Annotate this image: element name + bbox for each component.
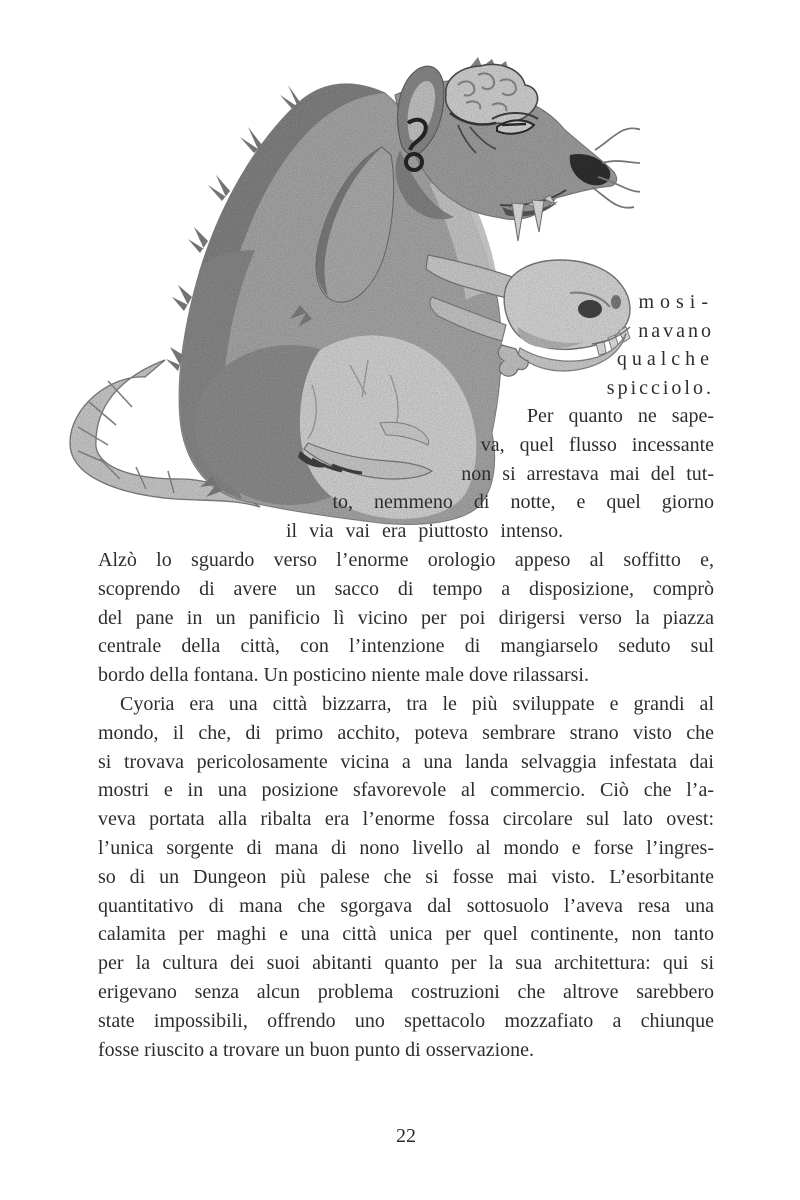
body-text [98,546,714,1064]
text-line: mostri e in una posizione sfavorevole al commercio. Ciò che l’a- [98,779,714,802]
text-line: to, nemmeno di notte, e quel giorno [332,491,714,513]
text-line: fosse riuscito a trovare un buon punto di osservazione. [98,1038,535,1061]
text-line: erigevano senza alcun problema costruzioni che altrove sarebbero [98,980,714,1003]
text-line: Cyoria era una città bizzarra, tra le più sviluppate e grandi al [120,692,714,715]
text-line: centrale della città, con l’intenzione di mangiarselo seduto sul [98,635,714,658]
wrapped-text-column [284,288,714,550]
text-line: non si arrestava mai del tut- [461,463,714,485]
text-line: mondo, il che, di primo acchito, poteva sembrare strano visto che [98,721,714,744]
paragraph [98,546,714,690]
text-line: quantitativo di mana che sgorgava dal sottosuolo l’aveva resa una [98,894,714,917]
exposed-brain [446,65,538,125]
page-number: 22 [396,1125,416,1147]
text-line: mosi- [638,291,714,313]
text-line: per la cultura dei suoi abitanti quanto per la sua architettura: qui si [98,952,714,975]
text-line: calamita per maghi e una città unica per quel continente, non tanto [98,923,714,946]
text-line: Per quanto ne sape- [526,405,714,427]
paragraph [98,690,714,1064]
text-line: veva portata alla ribalta era l’enorme fossa circolare sul lato ovest: [98,808,714,831]
text-line: so di un Dungeon più palese che si fosse mai visto. L’esorbitante [98,865,714,888]
text-line: bordo della fontana. Un posticino niente male dove rilassarsi. [98,664,589,687]
text-line: il via vai era piuttosto intenso. [286,520,564,542]
text-line: Alzò lo sguardo verso l’enorme orologio appeso al soffitto e, [98,549,714,571]
text-line: l’unica sorgente di mana di nono livello al mondo e forse l’ingres- [98,836,714,859]
text-line: si trovava pericolosamente vicina a una landa selvaggia infestata dai [98,750,714,773]
text-line: del pane in un panificio lì vicino per poi dirigersi verso la piazza [98,606,714,629]
text-line: scoprendo di avere un sacco di tempo a disposizione, comprò [98,577,714,600]
text-line: state impossibili, offrendo uno spettacolo mozzafiato a chiunque [98,1009,714,1032]
text-line: qualche [616,348,714,370]
text-line: spicciolo. [606,377,714,399]
text-line: va, quel flusso incessante [480,434,714,456]
text-line: navano [638,320,714,342]
